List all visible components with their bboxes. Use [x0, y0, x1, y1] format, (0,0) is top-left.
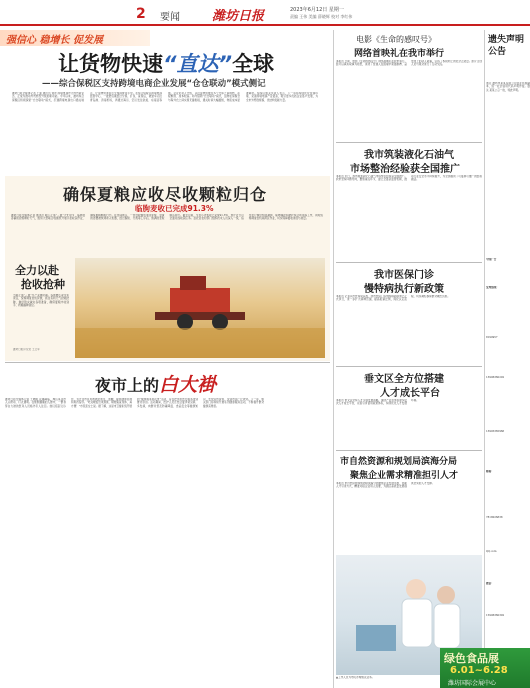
a1-title2: 网络首映礼在我市举行	[354, 49, 445, 59]
label-7: QQ.com	[486, 550, 497, 553]
label-5: 邮箱：	[486, 470, 494, 473]
a4-rule	[336, 450, 482, 451]
side-note-box	[11, 258, 71, 358]
a4-title: 垂文区全方位搭建	[364, 374, 444, 385]
label-1: 受理热线：	[486, 286, 499, 289]
label-2: 8190957	[486, 336, 498, 339]
page-header	[0, 0, 530, 30]
a1-title: 电影《生命的感叹号》	[356, 35, 436, 44]
a3-body: 本报讯 记者从市医保局获悉，我市医保门诊慢特病新政策已正式执行，进一步扩大病种范围，提高报销比例，简化认定流程，切实减轻参保群众就医负担。	[336, 295, 450, 302]
ad-footer: 潍坊国际会展中心	[448, 680, 497, 687]
photo-caption: ▲工作人员为市民办理相关业务。	[336, 676, 375, 679]
grain-title: 确保夏粮应收尽收颗粒归仓	[63, 185, 268, 204]
green-food-ad	[440, 648, 530, 688]
a2-title: 我市筑装液化石油气	[364, 150, 454, 161]
grain-feature	[5, 176, 330, 361]
a2-body: 本报讯 近日，我市瓶装液化石油气市场整治经验获全国推广。我市坚持问题导向，聚焦重点环节，建立全链条监管机制，推动行业安全水平持续提升，为全国提供了可复制可推广的经验做法。	[336, 175, 482, 182]
label-4: 13905365966	[486, 430, 505, 433]
a5-title2: 聚焦企业需求精准担引人才	[350, 471, 459, 481]
ad-title: 绿色食品展	[444, 652, 499, 665]
a1-rule	[336, 142, 482, 143]
side-note-byline: 潍坊日报评论员 王立军	[13, 348, 40, 351]
far-right-column	[486, 30, 530, 650]
label-9: 15906360302	[486, 614, 505, 617]
right-column	[336, 30, 482, 688]
header-rule	[0, 24, 530, 26]
lead-title	[58, 48, 274, 78]
page-number: 2	[136, 6, 146, 22]
a5-title: 市自然资源和规划局滨海分局	[340, 457, 458, 467]
night-article	[5, 362, 330, 688]
lead-article	[12, 46, 320, 176]
side-note-body: 当前正值“三夏”生产关键时期。各地要压紧压实责任，统筹调度农机资源，抓住有利天气抢收抢种，做好防灾减灾各项准备，确保夏粮丰收到手、秋粮播种到位。	[13, 294, 69, 308]
a5-body: 本报讯 市自然资源和规划局滨海分局聚焦企业发展需求，创新人才引进方式，精准对接企业用人需要，为园区高质量发展提供坚实的人才支撑。	[336, 482, 435, 489]
night-top-rule	[5, 362, 330, 363]
right-column-divider	[333, 30, 334, 688]
far-right-divider	[484, 30, 485, 648]
night-title-highlight: 白大褂	[159, 374, 217, 396]
grain-subtitle: 临朐麦收已完成91.3%	[135, 204, 214, 213]
lead-title-pre: 让货物快速	[58, 52, 163, 76]
slogan-banner	[0, 30, 150, 46]
lead-title-highlight: “直达”	[163, 52, 233, 76]
editor-line: 责编 王伟 美编 薛晓辉 校对 李红伟	[290, 14, 353, 19]
wheat-field-photo	[75, 258, 325, 358]
lead-body: 潍坊日报全媒体记者 王蕾 通讯员 刘洋 跨境电商作为外贸新业态，正成为推动外贸转型升级的新动能。今年以来，潍坊综合保税区积极探索“仓仓联动”模式，打通跨境电商出口通关堵点，让货物快速直达全球消费者手中。在综合保税区跨境电商监管中心，一批批包裹经过分拣、打包、查验后，被装车运往青岛港、济南机场，再通过海运、空运发往欧美、东南亚等地。企业负责人介绍，以往货物需要在多个仓库之间周转，流程繁琐、成本较高。如今借助“仓仓联动”模式，货物在保税仓与海外仓之间实现无缝衔接，通关时间大幅缩短，物流成本显著降低。综保区相关负责人表示，下一步将持续优化营商环境，完善跨境电商产业链条，吸引更多优质企业落户发展，为全市外贸稳规模、优结构贡献力量。	[12, 92, 318, 102]
lead-title-post: 全球	[232, 52, 275, 76]
a3-title: 我市医保门诊	[374, 270, 434, 281]
night-title	[95, 370, 216, 397]
night-title-pre: 夜市上的	[95, 376, 160, 395]
ad-date: 6.01~6.28	[450, 665, 508, 676]
a2-rule	[336, 262, 482, 263]
notice-body: 遗失 潍坊市某某有限公司营业执照副本，统一社会信用代码声明作废。遗失 某某公章一枚，特此声明。	[486, 82, 530, 92]
side-note-title-1: 全力以赴	[15, 264, 59, 277]
slogan-text: 强信心 稳增长 促发展	[6, 35, 103, 46]
grain-body: 潍坊日报全媒体记者 通讯员 眼下正值“三夏”大忙时节，临朐县各镇街抢抓晴好天气，组织大型联合收割机开展小麦收获作业，确保夏粮颗粒归仓。在田间地头，一台台收割机来回穿梭，金黄的麦穗被快速卷入机器，经过脱粒、分离等工序后，饱满的麦粒倾泻而出。截至目前，全县小麦机收已完成91.3%，预计近日可全面完成收获任务。县农业农村部门组织技术人员深入一线，指导农户做好机收减损、晾晒储存和秸秆综合利用等工作，同时统筹调度农机具跨区作业，切实保障夏收进度与质量。	[11, 214, 323, 221]
section-name: 要闻	[160, 12, 180, 23]
combine-harvester-icon	[75, 258, 325, 358]
label-3: 13906360202	[486, 376, 505, 379]
notice-title: 遗失声明公告	[488, 35, 525, 57]
a2-title2: 市场整治经验获全国推广	[350, 164, 460, 175]
label-6: 7818026838	[486, 516, 503, 519]
a1-body: 本报讯 日前，电影《生命的感叹号》网络首映礼在我市举行。影片以真实故事为原型，讲述了普通人在困境中顽强拼搏、奋发向上的动人故事，弘扬了积极向上的社会正能量。影片主创人员与观众进行了互动交流。	[336, 60, 482, 67]
a4-title2: 人才成长平台	[380, 388, 440, 399]
a3-title2: 慢特病执行新政策	[364, 284, 444, 295]
night-body: 潍坊日报全媒体记者 王晓明 夜幕降临，城区某夜市人头攒动、灯火通明。在熙熙攘攘的人群中，一群身穿白大褂的医务人员格外引人注目。他们搭起义诊台，为过往市民免费测量血压、血糖，提供健康咨询和用药指导。“吃完晚饭出来逛逛，顺便查查身体，真方便！”市民张女士说。据了解，这是市卫健系统开展的“健康服务进夜市”活动，旨在把优质医疗服务送到群众身边。活动期间，医护人员还结合夏季常见病、多发病，向群众普及防暑降温、食品安全等健康知识，发放宣传资料，受到市民广泛欢迎。下一步，相关部门将持续开展系列健康服务活动，不断提升群众健康获得感。	[5, 398, 264, 408]
paper-logo: 潍坊日报	[212, 9, 265, 24]
label-0: 中国广告	[486, 258, 497, 261]
side-note-title-2: 抢收抢种	[21, 278, 65, 291]
label-8: 微信：	[486, 582, 494, 585]
a3-rule	[336, 366, 482, 367]
lead-subtitle: ——综合保税区支持跨境电商企业发展“仓仓联动”模式侧记	[42, 79, 266, 89]
date-line: 2023年6月12日 星期一	[290, 7, 344, 13]
a4-body: 本报讯 垂文区坚持人才引领发展战略，围绕产业需求搭建多层次人才成长平台，完善引育留用政策体系，持续优化人才发展环境。	[336, 399, 419, 406]
